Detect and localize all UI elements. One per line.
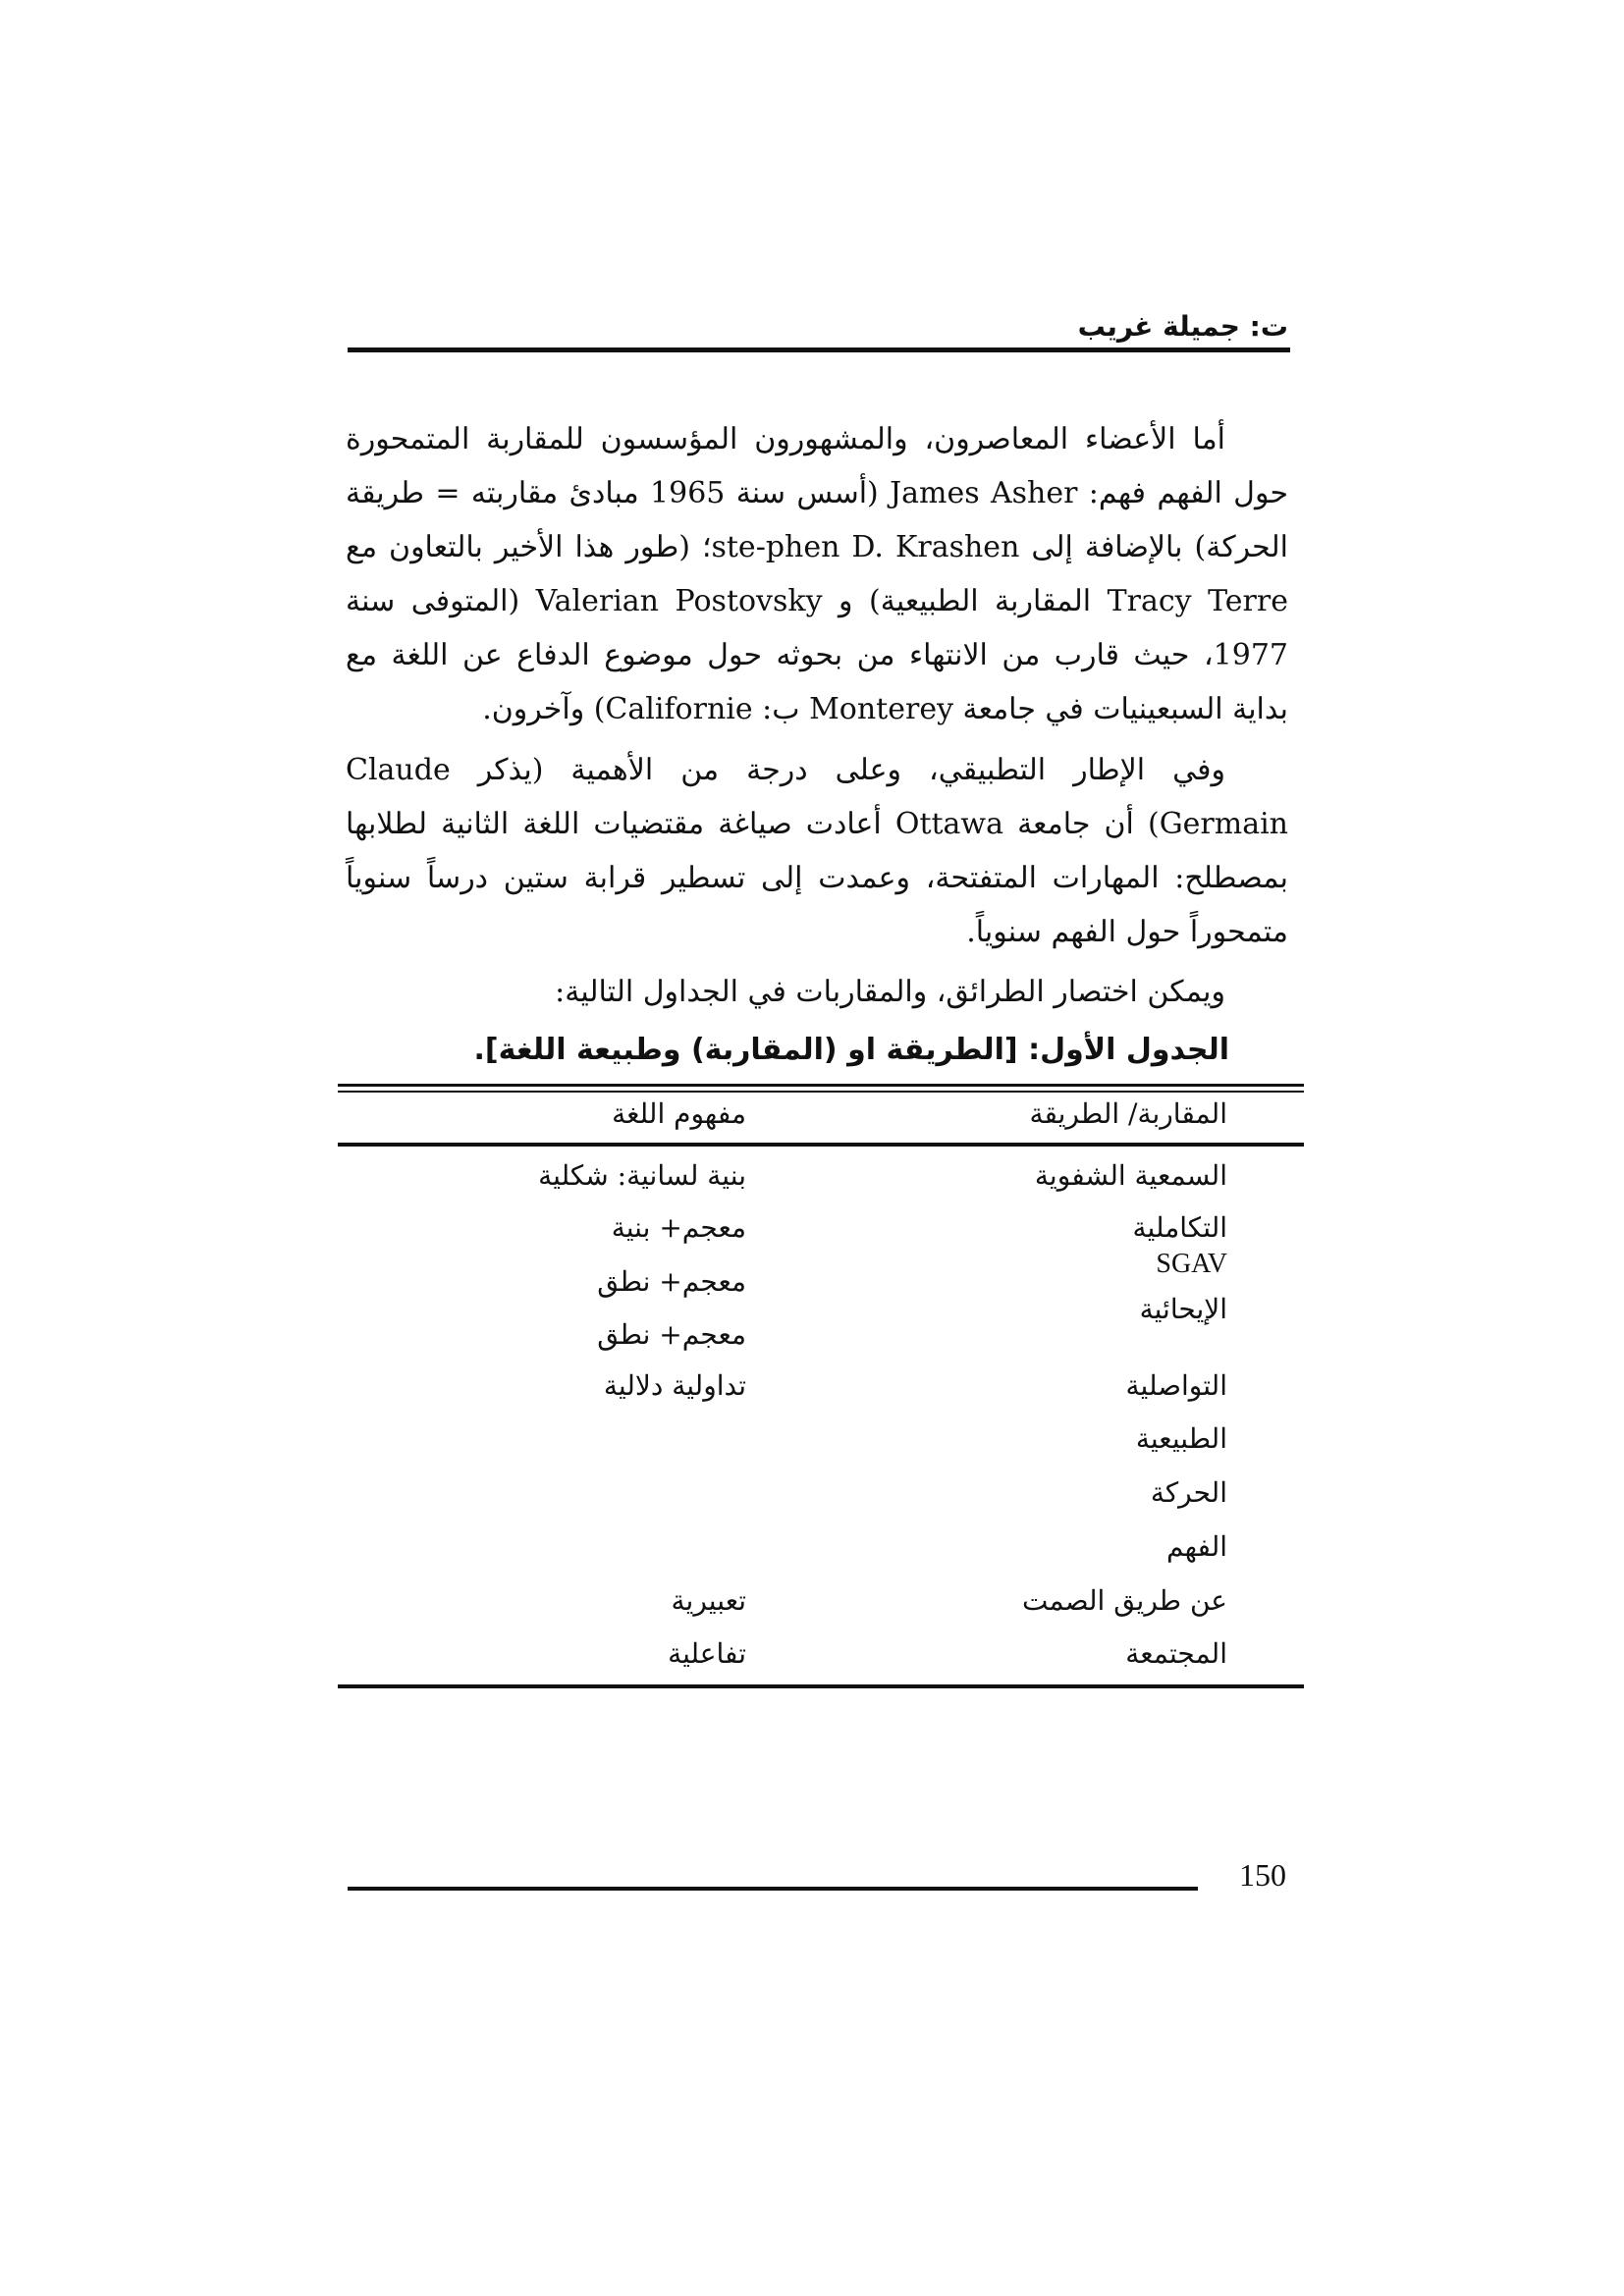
table-header-rule [338, 1143, 1304, 1147]
table-cell-concept: بنية لسانية: شكلية [538, 1159, 746, 1192]
table-cell-concept: تفاعلية [668, 1637, 746, 1670]
table-cell-method: المجتمعة [1125, 1637, 1227, 1670]
table-cell-method: SGAV [1156, 1249, 1227, 1279]
table-cell-concept: معجم+ نطق [597, 1318, 746, 1351]
header-author: ت: جميلة غريب [1077, 310, 1288, 343]
paragraph-table-intro: ويمكن اختصار الطرائق، والمقاربات في الجداول التالية: [555, 975, 1225, 1009]
table-title: الجدول الأول: [الطريقة او (المقاربة) وطبيعة اللغة]. [473, 1033, 1229, 1067]
table-header-concept: مفهوم اللغة [612, 1097, 746, 1130]
table-top-rule [338, 1084, 1304, 1087]
table-top-rule-inner [338, 1091, 1304, 1093]
table-cell-concept: تداولية دلالية [603, 1369, 746, 1402]
table-cell-method: عن طريق الصمت [1022, 1584, 1227, 1617]
table-cell-concept: معجم+ نطق [597, 1265, 746, 1298]
table-header-method: المقاربة/ الطريقة [1029, 1097, 1227, 1130]
table-cell-method: التكاملية [1132, 1211, 1227, 1244]
table-cell-concept: معجم+ بنية [611, 1211, 746, 1244]
table-cell-method: الإيحائية [1139, 1293, 1227, 1325]
paragraph-applied-framework: وفي الإطار التطبيقي، وعلى درجة من الأهمية (يذكر Claude Germain) أن جامعة Ottawa أعادت صياغة مقتضيات اللغة الثانية لطلابها بمصطلح: المهارات المتفتحة، وعمدت إلى تسطير قرابة ستين درساً سنوياً متمحوراً حول الفهم سنوياً. [346, 753, 1288, 949]
footer-rule [348, 1887, 1198, 1891]
table-cell-method: الحركة [1150, 1476, 1227, 1509]
table-cell-method: التواصلية [1125, 1369, 1227, 1402]
table-cell-method: السمعية الشفوية [1034, 1159, 1227, 1192]
table-cell-method: الفهم [1165, 1530, 1227, 1563]
table-cell-concept: تعبيرية [671, 1584, 746, 1617]
page-number: 150 [1239, 1857, 1286, 1893]
table-bottom-rule [338, 1684, 1304, 1688]
table-cell-method: الطبيعية [1135, 1422, 1227, 1455]
paragraph-founders: أما الأعضاء المعاصرون، والمشهورون المؤسسون للمقاربة المتمحورة حول الفهم فهم: James Asher (أسس سنة 1965 مبادئ مقاربته = طريقة الحركة) بالإضافة إلى ste-phen D. Krashen؛ (طور هذا الأخير بالتعاون مع Tracy Terre المقاربة الطبيعية) و Valerian Postovsky (المتوفى سنة 1977، حيث قارب من الانتهاء من بحوثه حول موضوع الدفاع عن اللغة مع بداية السبعينيات في جامعة Monterey ب: Californie) وآخرون. [346, 422, 1288, 726]
header-rule [348, 347, 1290, 352]
